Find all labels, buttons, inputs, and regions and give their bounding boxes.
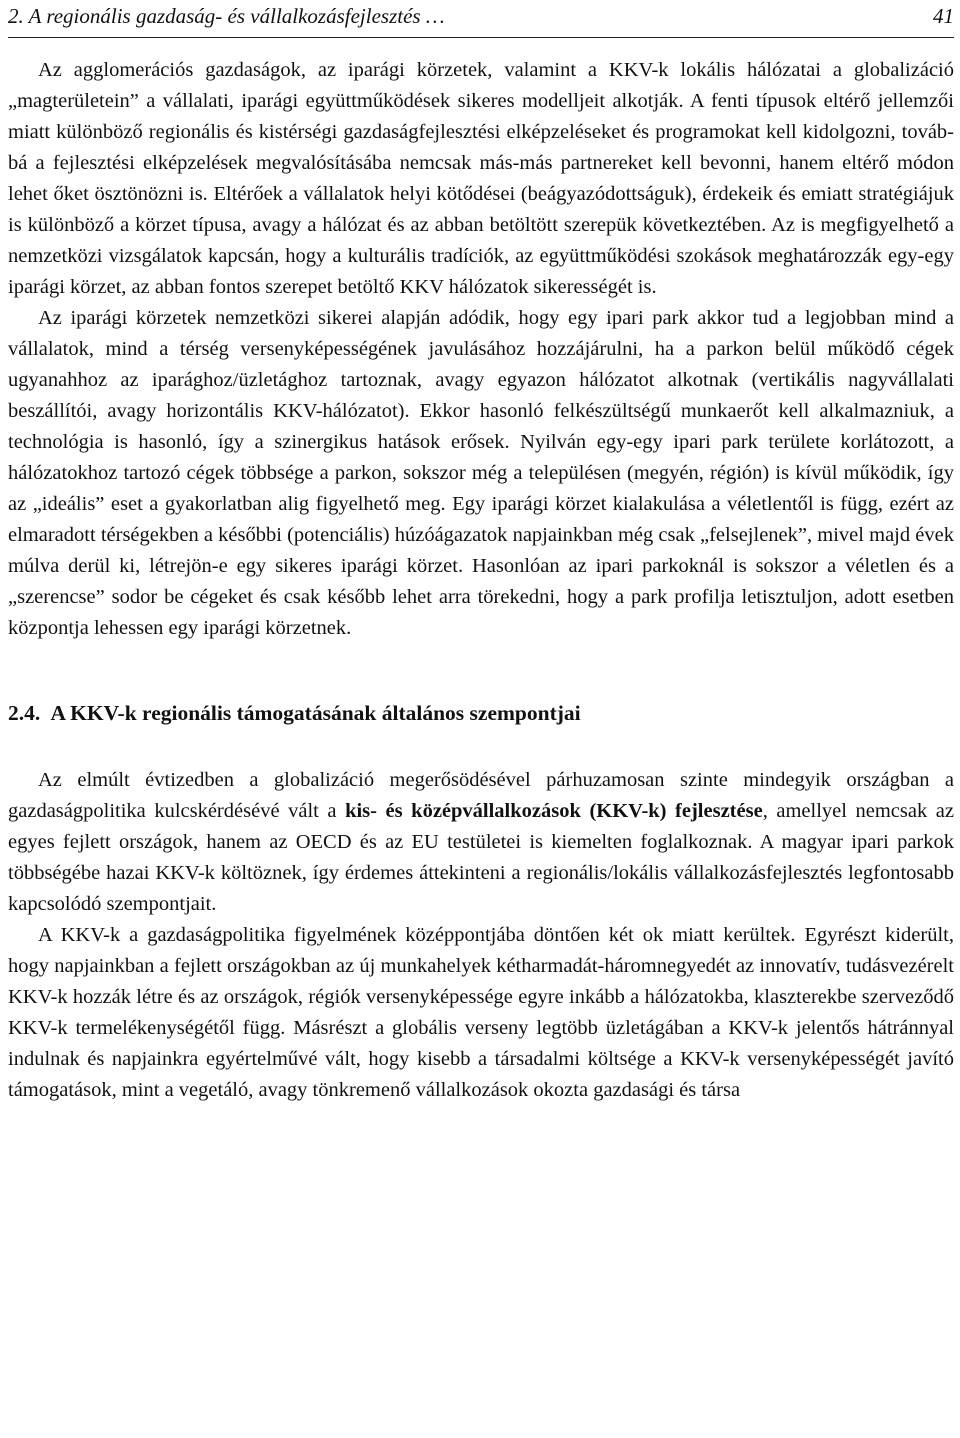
body-paragraph-2: Az iparági körzetek nemzetközi sikerei alapján adódik, hogy egy ipari park akkor tud a legjobban mind a vállalatok, mind a térség versenyképességének javulásához hozzájárulni, ha a parkon belül működő cégek ugyanahhoz az iparághoz/üzletághoz tartoznak, avagy egyazon hálózatot alkotnak (vertikális nagyvállalati beszállítói, avagy horizontális KKV-hálózatot). Ekkor hasonló felkészültségű munkaerőt kell alkalmazniuk, a technológia is hasonló, így a szinergikus hatások erősek. Nyilván egy-egy ipari park területe korlátozott, a hálózatokhoz tartozó cégek többsége a parkon, sokszor még a településen (megyén, régión) is kívül működik, így az „ideális” eset a gyakorlatban alig figyelhető meg. Egy iparági körzet kialakulása a véletlentől is függ, ezért az elmaradott térségekben a későbbi (potenciális) húzóágazatok napjainkban még csak „felsejlenek”, mivel majd évek múlva derül ki, létrejön-e egy sikeres iparági körzet. Hasonlóan az ipari parkoknál is sokszor a véletlen és a „szerencse” sodor be cégeket és csak később lehet arra törekedni, hogy a park profilja letisztuljon, adott esetben központja lehessen egy iparági körzetnek. [8, 307, 954, 639]
section-number: 2.4. [8, 701, 41, 725]
section-paragraph-2: A KKV-k a gazdaságpolitika figyelmének középpontjába döntően két ok miatt kerültek. Egyrészt kiderült, hogy napjainkban a fejlett országokban az új munkahelyek kétharmadát-háromnegyedét az innovatív, tudásvezérelt KKV-k hozzák létre és az országok, régiók versenyképessége egyre inkább a hálózatokba, klaszterekbe szerveződő KKV-k termelékenységétől függ. Másrészt a globális verseny legtöbb üzletágában a KKV-k jelentős hátránnyal indulnak és napjainkra egyértelművé vált, hogy kisebb a társadalmi költsége a KKV-k versenyképességét javító támogatások, mint a vegetáló, avagy tönkremenő vállalkozások okozta gazdasági és társa [8, 924, 954, 1101]
section-paragraph-1 [8, 765, 954, 920]
section-paragraph-1-emphasis: kis- és középvállalkozások (KKV-k) fejlesztése [345, 800, 763, 822]
chapter-title: 2. A regionális gazdaság- és vállalkozásfejlesztés … [8, 4, 445, 28]
section-title: A KKV-k regionális támogatásának általános szempontjai [50, 701, 581, 725]
page-number: 41 [933, 4, 954, 28]
section-heading [8, 698, 954, 729]
body-paragraph-1: Az agglomerációs gazdaságok, az iparági körzetek, valamint a KKV-k lokális hálózatai a globalizáció „magterületein” a vállalati, iparági együttműködések sikeres modelljeit alkotják. A fenti típusok eltérő jellemzői miatt különböző regionális és kistérségi gazdaságfejlesztési elképzeléseket és programokat kell kidolgozni, továbbá a fejlesztési elképzelések megvalósításába nemcsak más-más partnereket kell bevonni, hanem eltérő módon lehet őket ösztönözni is. Eltérőek a vállalatok helyi kötődései (beágyazódottságuk), érdekeik és emiatt stratégiájuk is különböző a körzet típusa, avagy a hálózat és az abban betöltött szerepük következtében. Az is megfigyelhető a nemzetközi vizsgálatok kapcsán, hogy a kulturális tradíciók, az együttműködési szokások meghatározzák egy-egy iparági körzet, az abban fontos szerepet betöltő KKV hálózatok sikerességét is. [8, 59, 954, 298]
section-paragraph-1-text-a: Az elmúlt évtizedben a globalizáció megerősödésével párhuzamosan szinte mindegyik országban a gazdaságpolitika kulcskérdésévé vált a [8, 769, 954, 822]
running-header [8, 0, 954, 38]
section-paragraph-1-text-b: , amellyel nemcsak az egyes fejlett országok, hanem az OECD és az EU testületei is kiemelten foglalkoznak. A magyar ipari parkok többségébe hazai KKV-k költöznek, így érdemes áttekinteni a regionális/lokális vállalkozásfejlesztés legfontosabb kapcsolódó szempontjait. [8, 800, 954, 915]
document-page [8, 0, 954, 1106]
